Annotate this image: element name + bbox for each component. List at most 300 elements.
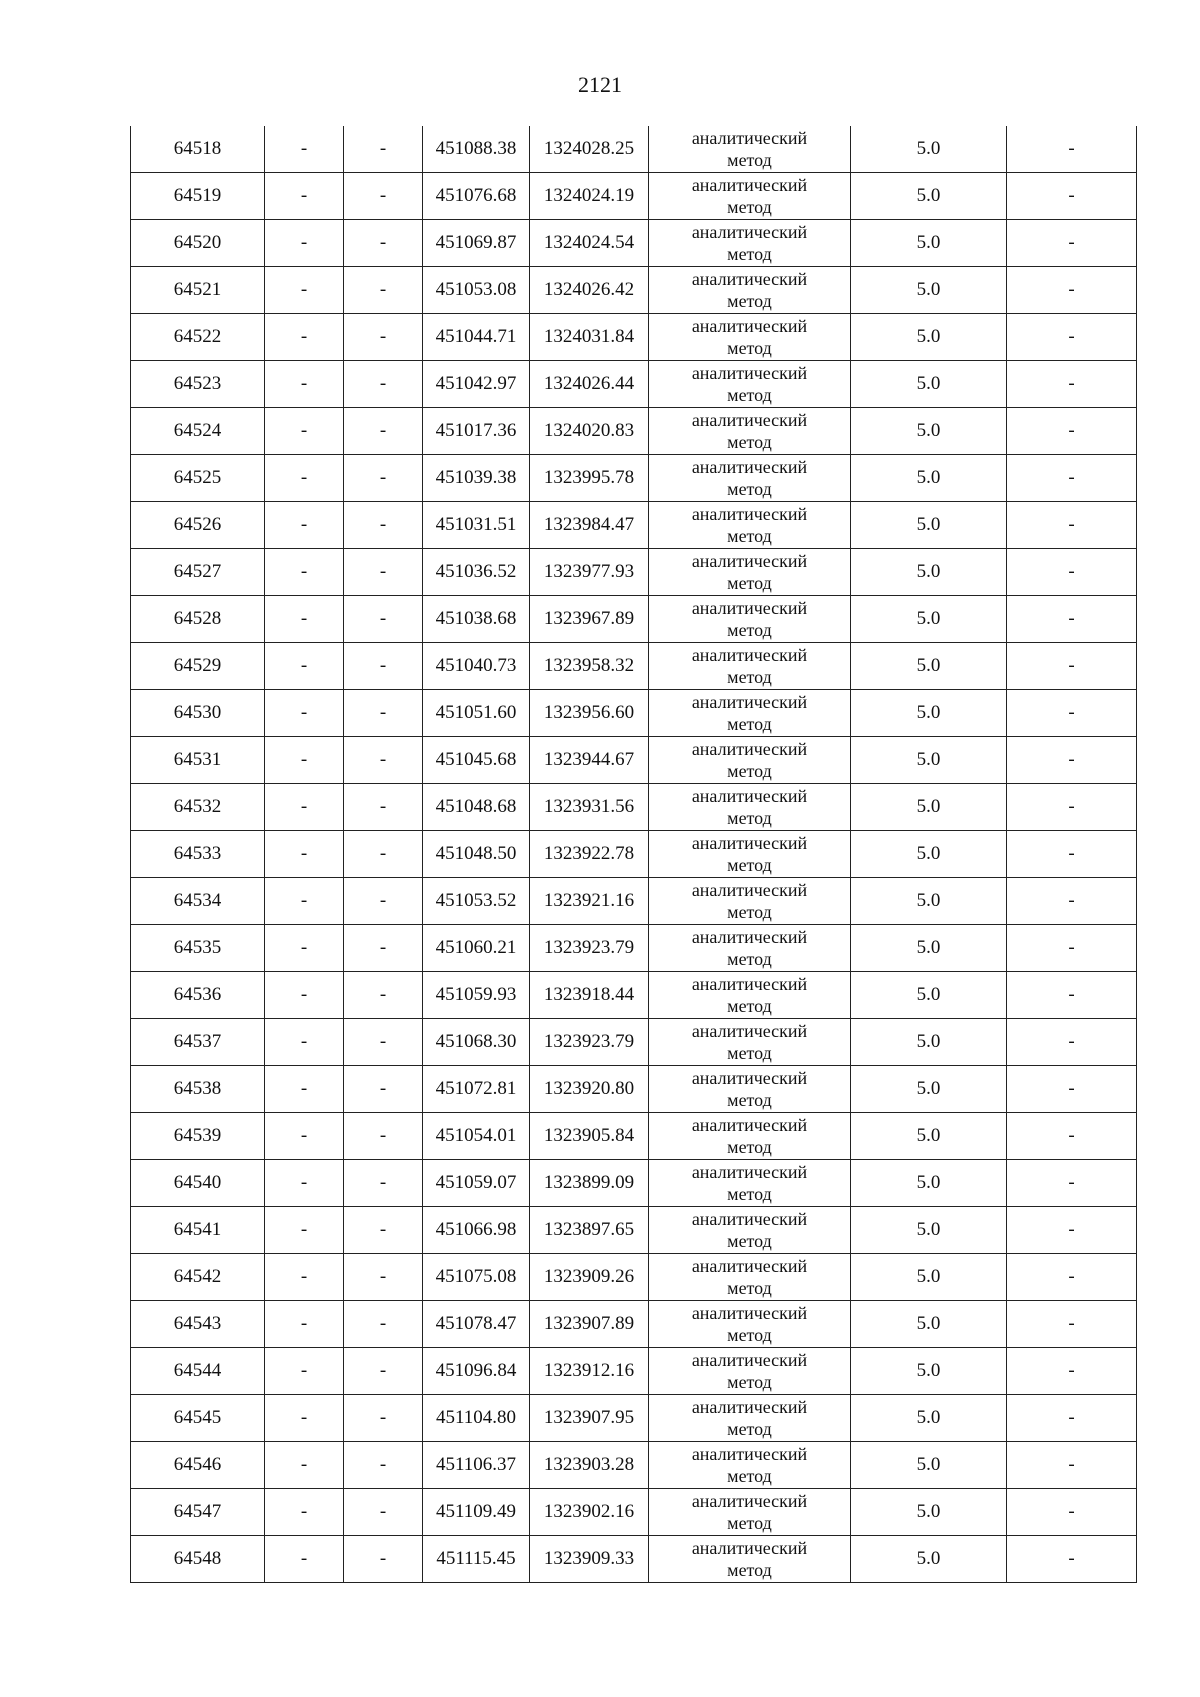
note-cell: - [1007,455,1137,502]
empty-cell-1: - [265,690,344,737]
empty-cell-1: - [265,972,344,1019]
accuracy-cell: 5.0 [851,878,1007,925]
empty-cell-1: - [265,1207,344,1254]
note-cell: - [1007,1019,1137,1066]
note-cell: - [1007,1301,1137,1348]
note-cell: - [1007,1066,1137,1113]
accuracy-cell: 5.0 [851,784,1007,831]
table-row [131,1489,1137,1536]
y-coordinate-cell: 1324020.83 [530,408,649,455]
x-coordinate-cell: 451075.08 [423,1254,530,1301]
table-row [131,1160,1137,1207]
coordinates-table [130,126,1137,1583]
accuracy-cell: 5.0 [851,361,1007,408]
empty-cell-1: - [265,831,344,878]
note-cell: - [1007,220,1137,267]
point-number-cell: 64521 [131,267,265,314]
method-line-2: метод [727,667,772,687]
x-coordinate-cell: 451059.93 [423,972,530,1019]
point-number-cell: 64546 [131,1442,265,1489]
method-line-2: метод [727,1325,772,1345]
note-cell: - [1007,878,1137,925]
accuracy-cell: 5.0 [851,925,1007,972]
note-cell: - [1007,1395,1137,1442]
method-cell [649,925,851,972]
point-number-cell: 64541 [131,1207,265,1254]
method-line-1: аналитический [691,410,808,430]
method-line-1: аналитический [691,222,808,242]
y-coordinate-cell: 1323909.26 [530,1254,649,1301]
accuracy-cell: 5.0 [851,1348,1007,1395]
empty-cell-2: - [344,1113,423,1160]
empty-cell-2: - [344,1066,423,1113]
note-cell: - [1007,643,1137,690]
point-number-cell: 64520 [131,220,265,267]
table-row [131,1113,1137,1160]
point-number-cell: 64529 [131,643,265,690]
method-line-1: аналитический [691,833,808,853]
x-coordinate-cell: 451048.68 [423,784,530,831]
point-number-cell: 64540 [131,1160,265,1207]
empty-cell-1: - [265,737,344,784]
method-line-1: аналитический [691,880,808,900]
point-number-cell: 64527 [131,549,265,596]
method-cell [649,1160,851,1207]
y-coordinate-cell: 1323995.78 [530,455,649,502]
method-line-1: аналитический [691,927,808,947]
empty-cell-1: - [265,126,344,173]
empty-cell-2: - [344,361,423,408]
method-cell [649,1254,851,1301]
empty-cell-2: - [344,878,423,925]
method-cell [649,1066,851,1113]
x-coordinate-cell: 451106.37 [423,1442,530,1489]
y-coordinate-cell: 1323897.65 [530,1207,649,1254]
method-line-2: метод [727,1278,772,1298]
table-row [131,267,1137,314]
y-coordinate-cell: 1323903.28 [530,1442,649,1489]
method-cell [649,831,851,878]
method-cell [649,173,851,220]
method-line-1: аналитический [691,1491,808,1511]
method-line-1: аналитический [691,1303,808,1323]
method-line-1: аналитический [691,1256,808,1276]
empty-cell-1: - [265,455,344,502]
point-number-cell: 64531 [131,737,265,784]
empty-cell-2: - [344,173,423,220]
note-cell: - [1007,1113,1137,1160]
method-line-2: метод [727,197,772,217]
empty-cell-2: - [344,314,423,361]
method-line-1: аналитический [691,551,808,571]
accuracy-cell: 5.0 [851,1489,1007,1536]
table-row [131,126,1137,173]
point-number-cell: 64519 [131,173,265,220]
y-coordinate-cell: 1323977.93 [530,549,649,596]
table-row [131,690,1137,737]
empty-cell-1: - [265,361,344,408]
method-line-2: метод [727,291,772,311]
empty-cell-2: - [344,1254,423,1301]
method-line-2: метод [727,526,772,546]
empty-cell-1: - [265,173,344,220]
method-cell [649,1348,851,1395]
note-cell: - [1007,1207,1137,1254]
x-coordinate-cell: 451068.30 [423,1019,530,1066]
y-coordinate-cell: 1323923.79 [530,1019,649,1066]
point-number-cell: 64542 [131,1254,265,1301]
method-line-1: аналитический [691,1021,808,1041]
method-line-2: метод [727,244,772,264]
method-line-2: метод [727,150,772,170]
empty-cell-2: - [344,784,423,831]
method-cell [649,972,851,1019]
x-coordinate-cell: 451088.38 [423,126,530,173]
method-cell [649,1442,851,1489]
accuracy-cell: 5.0 [851,1395,1007,1442]
y-coordinate-cell: 1323984.47 [530,502,649,549]
empty-cell-2: - [344,1395,423,1442]
empty-cell-1: - [265,1019,344,1066]
method-line-2: метод [727,1184,772,1204]
method-line-2: метод [727,479,772,499]
method-line-1: аналитический [691,1162,808,1182]
method-cell [649,784,851,831]
table-row [131,361,1137,408]
method-line-1: аналитический [691,1209,808,1229]
method-cell [649,878,851,925]
x-coordinate-cell: 451076.68 [423,173,530,220]
y-coordinate-cell: 1323944.67 [530,737,649,784]
x-coordinate-cell: 451048.50 [423,831,530,878]
method-line-1: аналитический [691,739,808,759]
empty-cell-1: - [265,878,344,925]
empty-cell-2: - [344,1348,423,1395]
accuracy-cell: 5.0 [851,1536,1007,1583]
point-number-cell: 64547 [131,1489,265,1536]
point-number-cell: 64544 [131,1348,265,1395]
point-number-cell: 64528 [131,596,265,643]
point-number-cell: 64545 [131,1395,265,1442]
method-line-1: аналитический [691,692,808,712]
accuracy-cell: 5.0 [851,314,1007,361]
table-row [131,1348,1137,1395]
x-coordinate-cell: 451104.80 [423,1395,530,1442]
method-line-2: метод [727,1372,772,1392]
method-line-1: аналитический [691,269,808,289]
point-number-cell: 64537 [131,1019,265,1066]
note-cell: - [1007,1160,1137,1207]
method-cell [649,690,851,737]
empty-cell-1: - [265,596,344,643]
point-number-cell: 64536 [131,972,265,1019]
method-line-1: аналитический [691,1350,808,1370]
table-row [131,1536,1137,1583]
point-number-cell: 64523 [131,361,265,408]
empty-cell-1: - [265,1301,344,1348]
table-body [131,126,1137,1583]
empty-cell-1: - [265,643,344,690]
point-number-cell: 64534 [131,878,265,925]
method-cell [649,408,851,455]
y-coordinate-cell: 1323902.16 [530,1489,649,1536]
empty-cell-2: - [344,220,423,267]
method-line-1: аналитический [691,504,808,524]
y-coordinate-cell: 1323958.32 [530,643,649,690]
empty-cell-1: - [265,314,344,361]
method-line-2: метод [727,1137,772,1157]
empty-cell-2: - [344,549,423,596]
point-number-cell: 64526 [131,502,265,549]
empty-cell-1: - [265,1536,344,1583]
note-cell: - [1007,925,1137,972]
x-coordinate-cell: 451109.49 [423,1489,530,1536]
y-coordinate-cell: 1323967.89 [530,596,649,643]
note-cell: - [1007,1536,1137,1583]
empty-cell-1: - [265,1113,344,1160]
method-line-2: метод [727,1231,772,1251]
note-cell: - [1007,1442,1137,1489]
accuracy-cell: 5.0 [851,549,1007,596]
empty-cell-1: - [265,1489,344,1536]
point-number-cell: 64525 [131,455,265,502]
accuracy-cell: 5.0 [851,408,1007,455]
table-row [131,408,1137,455]
note-cell: - [1007,549,1137,596]
method-line-1: аналитический [691,1444,808,1464]
note-cell: - [1007,1348,1137,1395]
note-cell: - [1007,361,1137,408]
empty-cell-1: - [265,1395,344,1442]
table-row [131,596,1137,643]
method-line-2: метод [727,949,772,969]
y-coordinate-cell: 1323921.16 [530,878,649,925]
method-line-1: аналитический [691,363,808,383]
empty-cell-1: - [265,1160,344,1207]
method-line-2: метод [727,808,772,828]
accuracy-cell: 5.0 [851,1066,1007,1113]
y-coordinate-cell: 1323918.44 [530,972,649,1019]
empty-cell-2: - [344,126,423,173]
x-coordinate-cell: 451017.36 [423,408,530,455]
note-cell: - [1007,972,1137,1019]
empty-cell-1: - [265,1442,344,1489]
method-line-1: аналитический [691,974,808,994]
method-line-1: аналитический [691,128,808,148]
method-line-1: аналитический [691,645,808,665]
x-coordinate-cell: 451036.52 [423,549,530,596]
note-cell: - [1007,502,1137,549]
table-row [131,314,1137,361]
table-row [131,1442,1137,1489]
method-line-2: метод [727,1090,772,1110]
point-number-cell: 64539 [131,1113,265,1160]
note-cell: - [1007,737,1137,784]
accuracy-cell: 5.0 [851,737,1007,784]
empty-cell-2: - [344,1442,423,1489]
accuracy-cell: 5.0 [851,1019,1007,1066]
point-number-cell: 64532 [131,784,265,831]
y-coordinate-cell: 1324024.54 [530,220,649,267]
table-row [131,1395,1137,1442]
note-cell: - [1007,408,1137,455]
empty-cell-2: - [344,737,423,784]
note-cell: - [1007,126,1137,173]
y-coordinate-cell: 1323912.16 [530,1348,649,1395]
empty-cell-1: - [265,549,344,596]
x-coordinate-cell: 451051.60 [423,690,530,737]
method-cell [649,1395,851,1442]
x-coordinate-cell: 451078.47 [423,1301,530,1348]
accuracy-cell: 5.0 [851,220,1007,267]
y-coordinate-cell: 1323899.09 [530,1160,649,1207]
table-row [131,1254,1137,1301]
page-number: 2121 [578,72,622,97]
empty-cell-1: - [265,267,344,314]
note-cell: - [1007,831,1137,878]
method-cell [649,1489,851,1536]
point-number-cell: 64533 [131,831,265,878]
x-coordinate-cell: 451059.07 [423,1160,530,1207]
method-line-1: аналитический [691,598,808,618]
table-row [131,455,1137,502]
y-coordinate-cell: 1324024.19 [530,173,649,220]
empty-cell-1: - [265,408,344,455]
empty-cell-2: - [344,690,423,737]
accuracy-cell: 5.0 [851,1207,1007,1254]
method-cell [649,361,851,408]
accuracy-cell: 5.0 [851,1442,1007,1489]
note-cell: - [1007,1489,1137,1536]
accuracy-cell: 5.0 [851,502,1007,549]
table-row [131,1207,1137,1254]
method-line-2: метод [727,573,772,593]
point-number-cell: 64524 [131,408,265,455]
method-line-2: метод [727,432,772,452]
x-coordinate-cell: 451031.51 [423,502,530,549]
accuracy-cell: 5.0 [851,1254,1007,1301]
x-coordinate-cell: 451053.08 [423,267,530,314]
accuracy-cell: 5.0 [851,972,1007,1019]
method-line-2: метод [727,714,772,734]
x-coordinate-cell: 451038.68 [423,596,530,643]
method-line-2: метод [727,761,772,781]
point-number-cell: 64530 [131,690,265,737]
method-line-1: аналитический [691,1538,808,1558]
empty-cell-2: - [344,925,423,972]
note-cell: - [1007,596,1137,643]
point-number-cell: 64543 [131,1301,265,1348]
x-coordinate-cell: 451042.97 [423,361,530,408]
table-row [131,643,1137,690]
method-cell [649,455,851,502]
table-row [131,1301,1137,1348]
x-coordinate-cell: 451066.98 [423,1207,530,1254]
method-line-1: аналитический [691,1068,808,1088]
note-cell: - [1007,1254,1137,1301]
x-coordinate-cell: 451039.38 [423,455,530,502]
y-coordinate-cell: 1323956.60 [530,690,649,737]
x-coordinate-cell: 451096.84 [423,1348,530,1395]
point-number-cell: 64535 [131,925,265,972]
accuracy-cell: 5.0 [851,173,1007,220]
accuracy-cell: 5.0 [851,831,1007,878]
note-cell: - [1007,690,1137,737]
method-line-1: аналитический [691,175,808,195]
point-number-cell: 64522 [131,314,265,361]
table-row [131,972,1137,1019]
method-cell [649,643,851,690]
method-line-2: метод [727,1513,772,1533]
empty-cell-1: - [265,1348,344,1395]
x-coordinate-cell: 451072.81 [423,1066,530,1113]
empty-cell-1: - [265,1254,344,1301]
y-coordinate-cell: 1323907.89 [530,1301,649,1348]
x-coordinate-cell: 451040.73 [423,643,530,690]
y-coordinate-cell: 1324028.25 [530,126,649,173]
method-line-2: метод [727,620,772,640]
note-cell: - [1007,267,1137,314]
accuracy-cell: 5.0 [851,126,1007,173]
method-cell [649,502,851,549]
table-row [131,549,1137,596]
method-cell [649,126,851,173]
method-line-1: аналитический [691,786,808,806]
y-coordinate-cell: 1323905.84 [530,1113,649,1160]
method-line-2: метод [727,1466,772,1486]
method-line-2: метод [727,1560,772,1580]
x-coordinate-cell: 451115.45 [423,1536,530,1583]
empty-cell-2: - [344,267,423,314]
note-cell: - [1007,173,1137,220]
accuracy-cell: 5.0 [851,1301,1007,1348]
empty-cell-2: - [344,1160,423,1207]
empty-cell-2: - [344,1536,423,1583]
empty-cell-1: - [265,220,344,267]
empty-cell-2: - [344,831,423,878]
x-coordinate-cell: 451054.01 [423,1113,530,1160]
accuracy-cell: 5.0 [851,1160,1007,1207]
table-row [131,173,1137,220]
method-cell [649,596,851,643]
empty-cell-2: - [344,502,423,549]
empty-cell-2: - [344,1301,423,1348]
empty-cell-2: - [344,1019,423,1066]
y-coordinate-cell: 1323923.79 [530,925,649,972]
method-cell [649,1019,851,1066]
table-row [131,784,1137,831]
point-number-cell: 64548 [131,1536,265,1583]
x-coordinate-cell: 451069.87 [423,220,530,267]
empty-cell-2: - [344,408,423,455]
method-line-1: аналитический [691,457,808,477]
empty-cell-2: - [344,1489,423,1536]
method-cell [649,1301,851,1348]
accuracy-cell: 5.0 [851,690,1007,737]
note-cell: - [1007,784,1137,831]
y-coordinate-cell: 1323907.95 [530,1395,649,1442]
y-coordinate-cell: 1323922.78 [530,831,649,878]
method-line-1: аналитический [691,1397,808,1417]
accuracy-cell: 5.0 [851,596,1007,643]
empty-cell-1: - [265,784,344,831]
y-coordinate-cell: 1323920.80 [530,1066,649,1113]
method-line-2: метод [727,855,772,875]
table-row [131,502,1137,549]
note-cell: - [1007,314,1137,361]
accuracy-cell: 5.0 [851,643,1007,690]
x-coordinate-cell: 451060.21 [423,925,530,972]
